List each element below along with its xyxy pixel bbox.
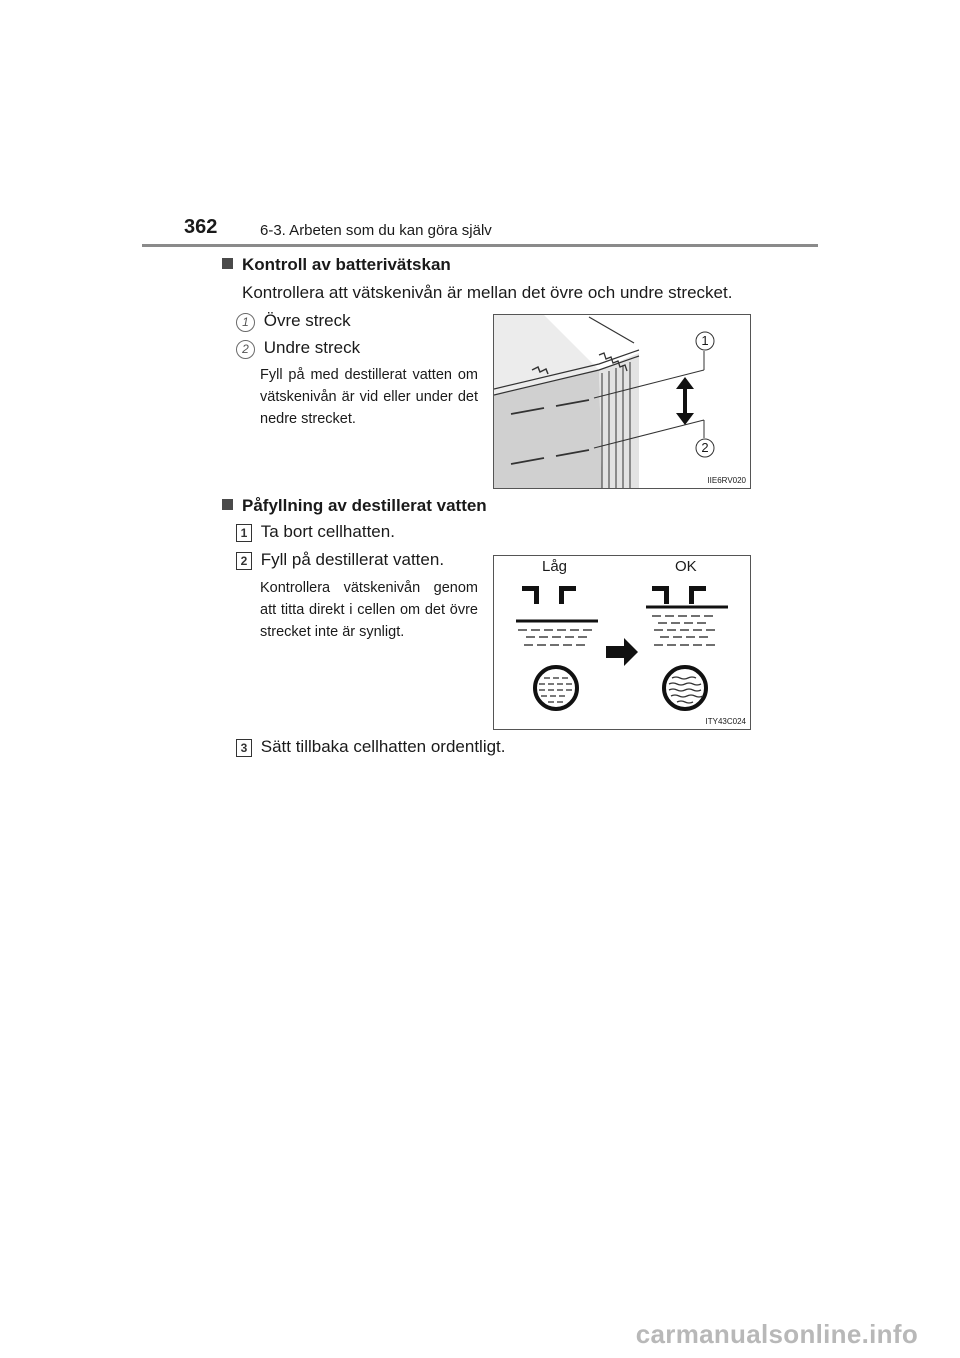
item-label: Övre streck	[263, 311, 351, 330]
square-bullet-icon	[222, 499, 233, 510]
figure-code: IIE6RV020	[707, 476, 746, 485]
battery-illustration	[494, 315, 750, 488]
step-number-icon: 2	[236, 552, 252, 570]
water-level-figure	[493, 555, 751, 730]
watermark: carmanualsonline.info	[635, 1319, 918, 1349]
step-3	[236, 737, 506, 757]
section-header: 6-3. Arbeten som du kan göra själv	[260, 222, 492, 239]
intro-text: Kontrollera att vätskenivån är mellan det övre och undre strecket.	[242, 283, 733, 302]
step-text: Fyll på destillerat vatten.	[260, 550, 445, 569]
figure-code: ITY43C024	[705, 717, 746, 726]
step-number-icon: 1	[236, 524, 252, 542]
heading-text: Påfyllning av destillerat vatten	[242, 496, 487, 515]
section-heading-battery-fluid	[222, 255, 451, 275]
heading-text: Kontroll av batterivätskan	[242, 255, 451, 274]
list-item-lower-line	[236, 338, 360, 359]
callout-number-icon: 2	[236, 340, 255, 359]
step-1	[236, 522, 395, 542]
label-ok: OK	[675, 558, 697, 575]
header-rule	[142, 244, 818, 247]
check-note: Kontrollera vätskenivån genom att titta direkt i cellen om det övre strecket inte är synligt.	[260, 580, 478, 640]
callout-number-icon: 1	[236, 313, 255, 332]
item-label: Undre streck	[263, 338, 361, 357]
square-bullet-icon	[222, 258, 233, 269]
step-text: Ta bort cellhatten.	[260, 522, 395, 541]
label-low: Låg	[542, 558, 568, 575]
battery-level-figure	[493, 314, 751, 489]
step-text: Sätt tillbaka cellhatten ordentligt.	[260, 737, 506, 756]
water-level-illustration	[494, 556, 750, 729]
callout-lower: 2	[701, 440, 709, 455]
step-2	[236, 550, 444, 570]
callout-upper: 1	[701, 333, 709, 348]
section-heading-distilled-water	[222, 496, 487, 516]
fill-note: Fyll på med destillerat vatten om vätskenivån är vid eller under det nedre strecket.	[260, 367, 478, 427]
page-number: 362	[184, 216, 218, 238]
list-item-upper-line	[236, 311, 351, 332]
step-number-icon: 3	[236, 739, 252, 757]
